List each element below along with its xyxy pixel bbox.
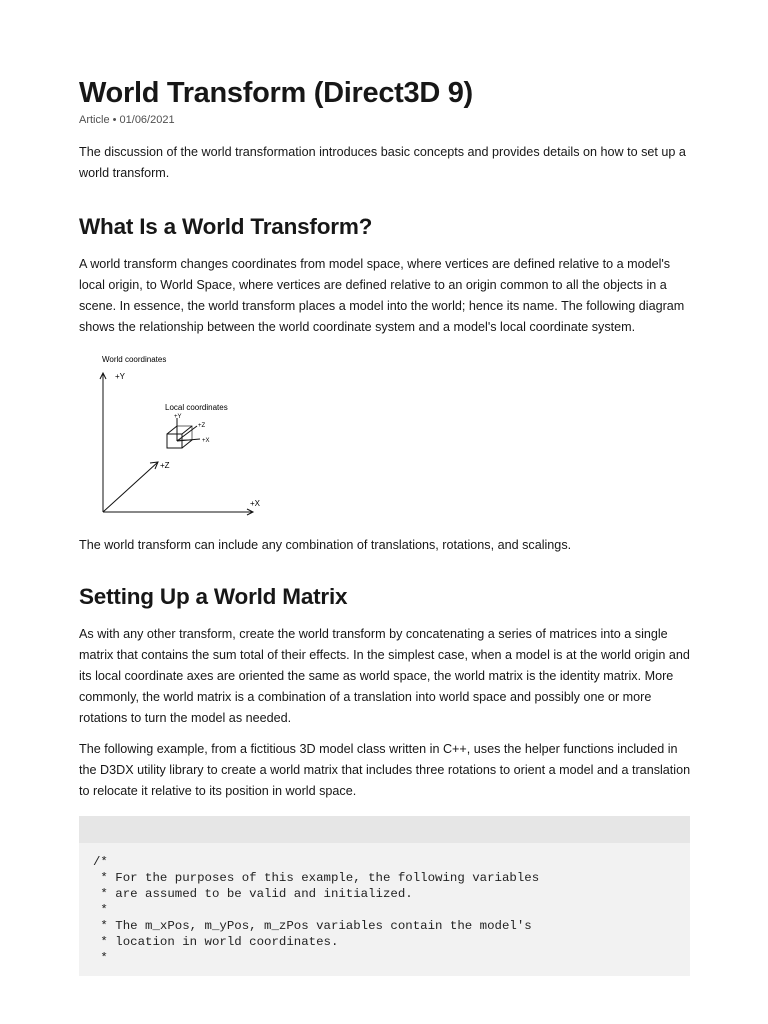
example-paragraph: The following example, from a fictitious 3D model class written in C++, uses the helper functions included in the D3DX utility library to create a world matrix that includes three rotations to orient a model and a translation to relocate it relative to its position in world space. — [79, 742, 691, 798]
combination-paragraph: The world transform can include any combination of translations, rotations, and scalings. — [79, 538, 572, 552]
article-meta: Article • 01/06/2021 — [79, 114, 175, 126]
coordinate-diagram — [90, 346, 280, 521]
code-content[interactable]: /* * For the purposes of this example, the following variables * are assumed to be valid and initialized. * * The m_xPos, m_yPos, m_zPos variables contain the model's * location in world coordinates. * — [93, 855, 540, 965]
code-block-header — [79, 816, 690, 843]
world-coordinates-label: World coordinates — [102, 355, 167, 364]
local-coordinates-label: Local coordinates — [165, 403, 228, 412]
world-z-label: +Z — [160, 461, 170, 470]
section-heading-what-is: What Is a World Transform? — [79, 214, 373, 239]
local-x-label: +X — [202, 438, 210, 444]
world-x-label: +X — [250, 499, 261, 508]
page-title: World Transform (Direct3D 9) — [79, 77, 473, 109]
world-matrix-paragraph: As with any other transform, create the world transform by concatenating a series of matrices into a single matrix that contains the sum total of their effects. In the simplest case, when a model is at the world origin and its local coordinate axes are oriented the same as world space, the world matrix is the identity matrix. More commonly, the world matrix is a combination of a translation into world space and possibly one or more rotations to turn the model as needed. — [79, 627, 690, 725]
section-heading-setting-up: Setting Up a World Matrix — [79, 584, 348, 609]
world-transform-paragraph: A world transform changes coordinates from model space, where vertices are defined relative to a model's local origin, to World Space, where vertices are defined relative to an origin common to all the objects in a scene. In essence, the world transform places a model into the world; hence its name. The following diagram shows the relationship between the world coordinate system and a model's local coordinate system. — [79, 257, 685, 334]
world-y-label: +Y — [115, 372, 126, 381]
local-y-label: +Y — [174, 414, 182, 420]
local-z-label: +Z — [198, 423, 206, 429]
intro-paragraph: The discussion of the world transformation introduces basic concepts and provides details on how to set up a world transform. — [79, 145, 686, 180]
code-block — [79, 816, 690, 976]
